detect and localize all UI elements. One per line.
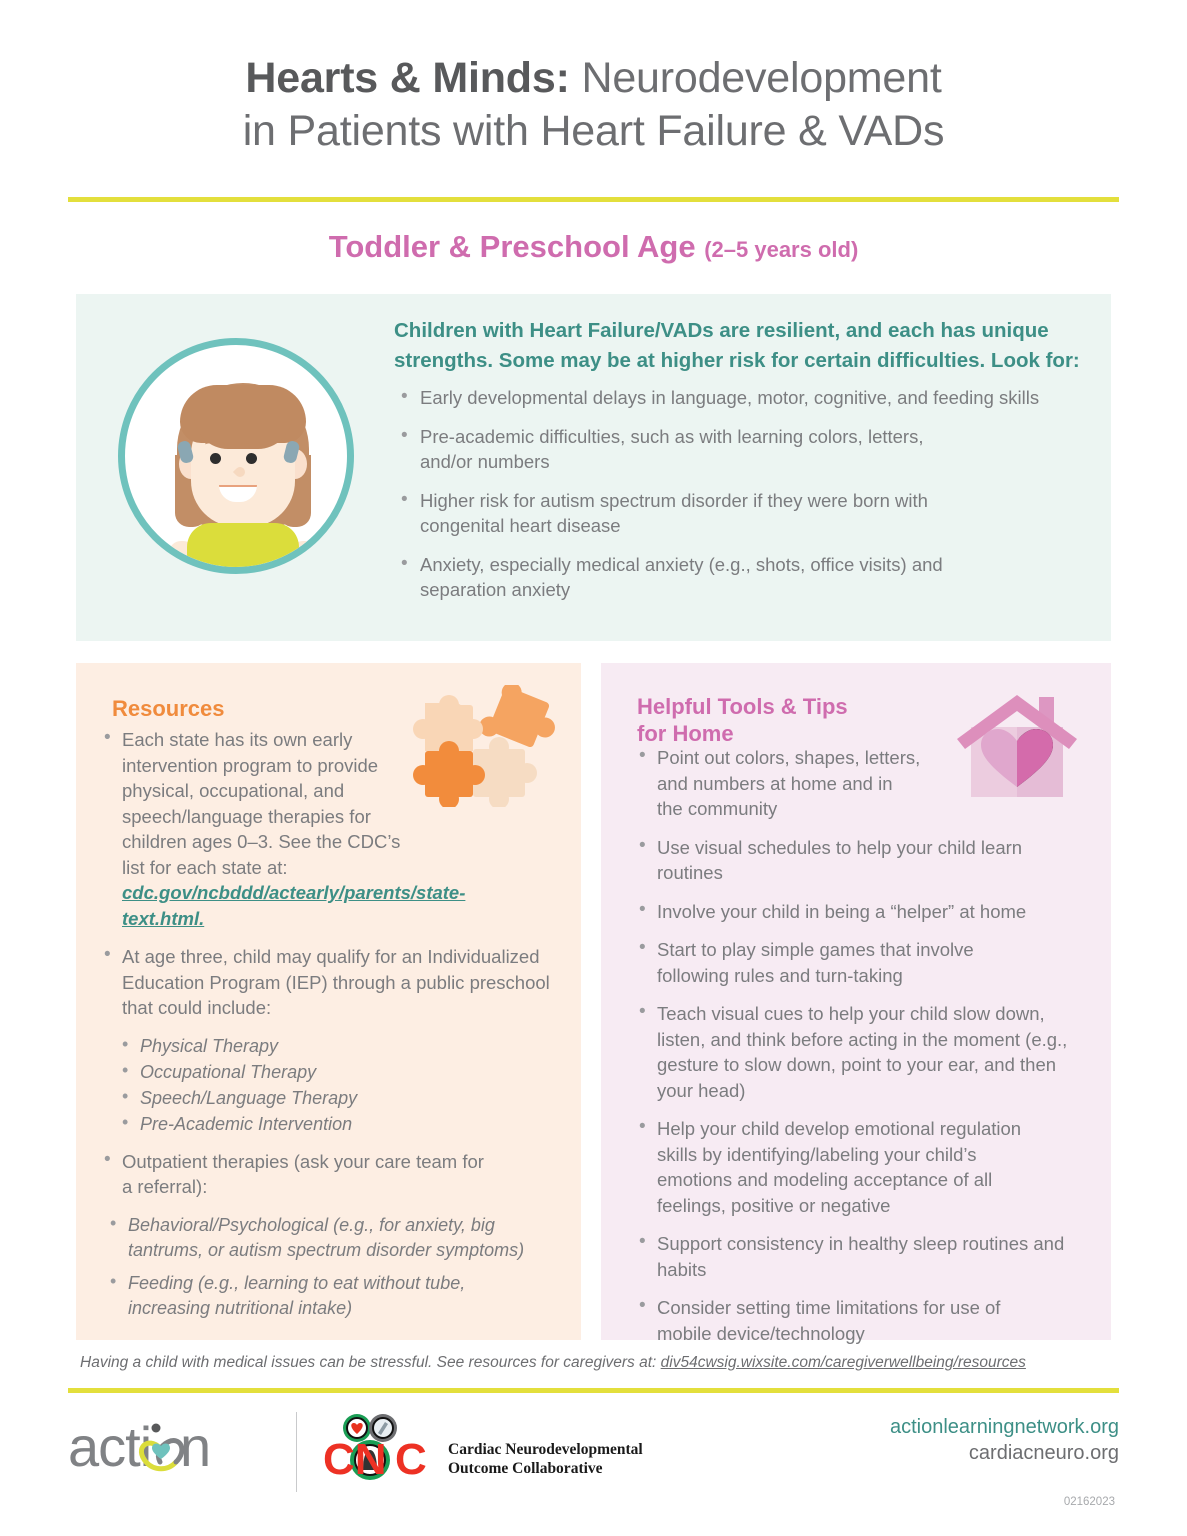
cnoc-line-1: Cardiac Neurodevelopmental (448, 1441, 643, 1458)
cnoc-logo[interactable] (323, 1412, 653, 1492)
action-website-link[interactable]: actionlearningnetwork.org (889, 1416, 1119, 1438)
footer (68, 1412, 1119, 1502)
list-item: • Anxiety, especially medical anxiety (e.g., shots, office visits) and separation anxiety (394, 552, 994, 602)
tips-heading (637, 693, 848, 747)
divider-top (68, 197, 1119, 202)
resources-list (96, 727, 551, 1325)
list-item: • Physical Therapy (96, 1034, 551, 1059)
list-item: • Support consistency in healthy sleep routines and habits (631, 1231, 1081, 1282)
svg-text:CN: CN (323, 1435, 387, 1484)
child-illustration-icon (118, 338, 354, 574)
eye-right (246, 453, 257, 464)
resources-heading: Resources (112, 696, 225, 721)
list-item: • Speech/Language Therapy (96, 1086, 551, 1111)
hair-bangs (180, 385, 306, 443)
age-group-heading (0, 228, 1187, 269)
eyebrow-right (241, 441, 261, 448)
logo-divider (296, 1412, 297, 1492)
tips-panel (601, 663, 1111, 1344)
age-range-label: (2–5 years old) (704, 237, 859, 262)
document-datecode: 02162023 (1063, 1496, 1115, 1508)
divider-footer (68, 1388, 1119, 1393)
action-logo-icon[interactable] (68, 1418, 273, 1480)
tips-list (631, 745, 1081, 1359)
list-item: • Behavioral/Psychological (e.g., for anxiety, big tantrums, or autism spectrum disorder symptoms) (96, 1213, 551, 1263)
list-item (96, 727, 466, 931)
title-line-2: in Patients with Heart Failure & VADs (242, 107, 945, 155)
overview-bullet-list (394, 385, 1084, 602)
list-item: • Pre-academic difficulties, such as with learning colors, letters, and/or numbers (394, 424, 954, 474)
list-item: • Outpatient therapies (ask your care team for a referral): (96, 1149, 496, 1200)
page-title (0, 52, 1187, 158)
title-line-1 (0, 52, 1187, 105)
footer-urls (890, 1414, 1119, 1466)
cnoc-line-2: Outcome Collaborative (448, 1460, 603, 1477)
caregiver-note (80, 1352, 1110, 1374)
eyebrow-left (205, 441, 225, 448)
eye-left (210, 453, 221, 464)
tips-heading-line-1: Helpful Tools & Tips (637, 694, 848, 719)
list-item: • Higher risk for autism spectrum disorder if they were born with congenital heart disease (394, 488, 994, 538)
age-group-label: Toddler & Preschool Age (328, 229, 705, 264)
overview-panel (76, 294, 1111, 641)
cdc-link[interactable]: cdc.gov/ncbddd/actearly/parents/state-text.html. (122, 882, 466, 929)
caregiver-resources-link[interactable]: div54cwsig.wixsite.com/caregiverwellbeing/resources (660, 1354, 1026, 1371)
list-item: • Use visual schedules to help your child learn routines (631, 835, 1031, 886)
overview-text (394, 316, 1084, 616)
svg-text:C: C (395, 1435, 427, 1484)
list-item: • Point out colors, shapes, letters, and numbers at home and in the community (631, 745, 921, 822)
list-item: • Start to play simple games that involve following rules and turn-taking (631, 937, 1031, 988)
resources-panel (76, 663, 581, 1340)
shirt (187, 523, 299, 574)
list-item: • Help your child develop emotional regulation skills by identifying/labeling your child’s emotions and modeling acceptance of all feelings, positive or negative (631, 1116, 1051, 1218)
cnoc-mark-icon (323, 1412, 443, 1492)
list-item: • Teach visual cues to help your child slow down, listen, and think before acting in the moment (e.g., gesture to slow down, point to your ear, and then your head) (631, 1001, 1081, 1103)
cnoc-logo-text (448, 1440, 643, 1478)
list-item: • Feeding (e.g., learning to eat without tube, increasing nutritional intake) (96, 1271, 551, 1321)
resources-sublist-outpatient (96, 1213, 551, 1321)
list-item: • Early developmental delays in language, motor, cognitive, and feeding skills (394, 385, 1084, 410)
avatar (118, 338, 354, 574)
title-strong: Hearts & Minds: (245, 54, 570, 102)
tips-heading-line-2: for Home (637, 721, 734, 746)
resources-sublist-iep (96, 1034, 551, 1137)
list-item: • Pre-Academic Intervention (96, 1112, 551, 1137)
resources-item-1-text: Each state has its own early intervention program to provide physical, occupational, and speech/language therapies for children ages 0–3. See the CDC’s list for each state at: (122, 729, 401, 878)
list-item: • Involve your child in being a “helper” at home (631, 899, 1081, 925)
list-item: • At age three, child may qualify for an Individualized Education Program (IEP) through a public preschool that could include: (96, 944, 551, 1021)
caregiver-note-text: Having a child with medical issues can be stressful. See resources for caregivers at: (80, 1354, 661, 1371)
svg-text:acti: acti (68, 1418, 152, 1478)
list-item: • Consider setting time limitations for use of mobile device/technology (631, 1295, 1031, 1346)
list-item: • Occupational Therapy (96, 1060, 551, 1085)
title-rest: Neurodevelopment (569, 54, 942, 102)
svg-text:n: n (180, 1418, 211, 1478)
overview-heading: Children with Heart Failure/VADs are resilient, and each has unique strengths. Some may be at higher risk for certain difficulties. Look for: (394, 319, 1080, 372)
cardiacneuro-website-link[interactable]: cardiacneuro.org (968, 1442, 1119, 1464)
